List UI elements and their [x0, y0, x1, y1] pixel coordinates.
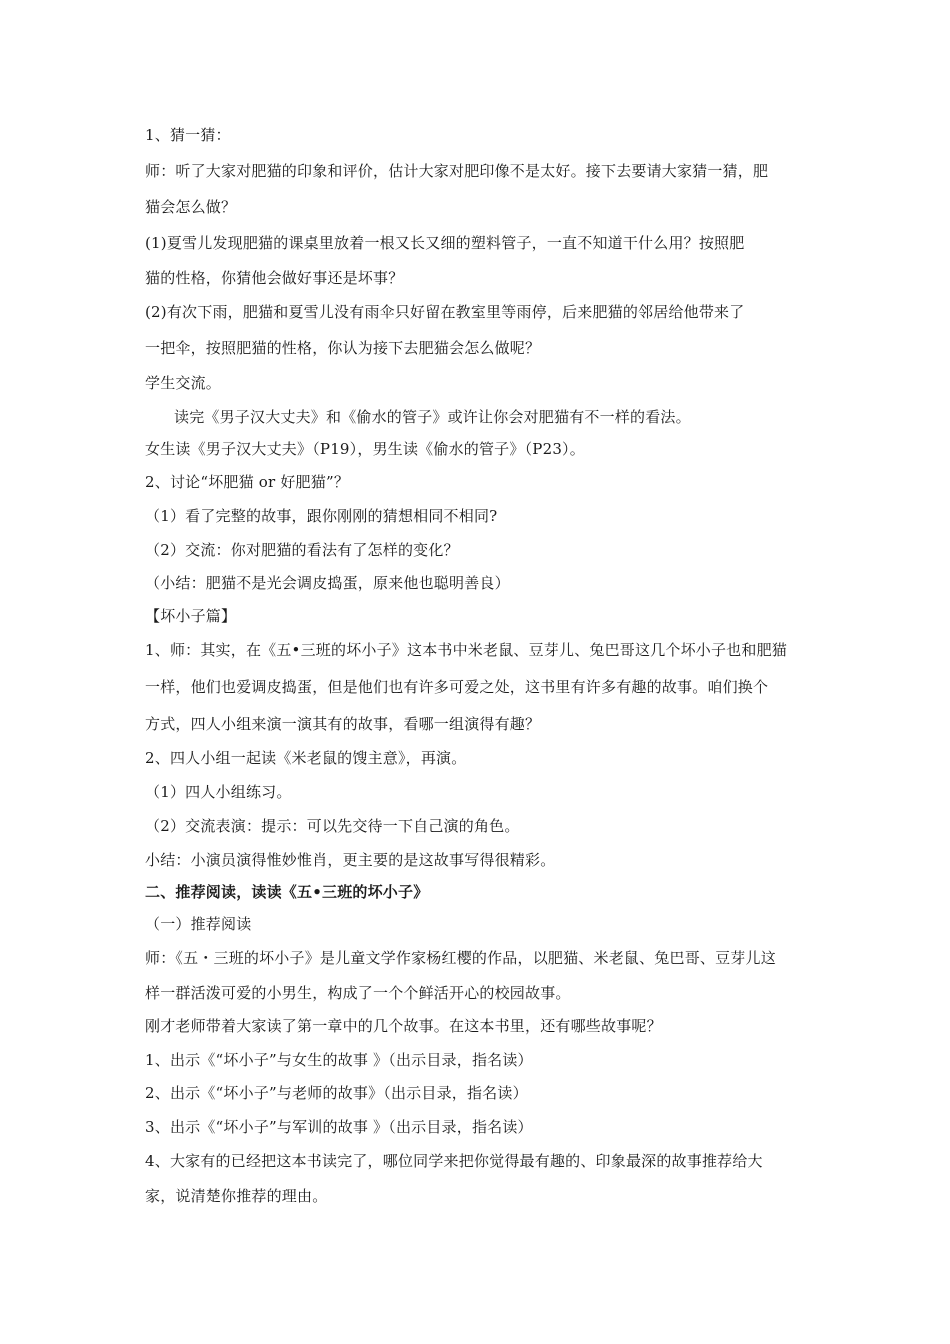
question-1-line-2: 猫的性格，你猜他会做好事还是坏事？ — [145, 269, 404, 287]
question-1-line-1: (1)夏雪儿发现肥猫的课桌里放着一根又长又细的塑料管子，一直不知道干什么用？按照肥 — [145, 234, 745, 252]
show-girls-stories: 1、出示《“坏小子”与女生的故事 》（出示目录，指名读） — [145, 1051, 533, 1069]
recommend-task-line-1: 4、大家有的已经把这本书读完了，哪位同学来把你觉得最有趣的、印象最深的故事推荐给大 — [145, 1152, 763, 1170]
student-discussion: 学生交流。 — [145, 374, 222, 392]
recommend-task-line-2: 家，说清楚你推荐的理由。 — [145, 1187, 328, 1205]
section-recommend-heading: 二、推荐阅读，读读《五•三班的坏小子》 — [145, 883, 429, 901]
question-2-line-1: (2)有次下雨，肥猫和夏雪儿没有雨伞只好留在教室里等雨停，后来肥猫的邻居给他带来了 — [145, 303, 745, 321]
book-intro-line-1: 师：《五・三班的坏小子》是儿童文学作家杨红樱的作品，以肥猫、米老鼠、兔巴哥、豆芽儿这 — [145, 949, 776, 967]
recommend-subheading: （一）推荐阅读 — [145, 915, 252, 933]
section-bad-boys: 【坏小子篇】 — [145, 607, 237, 625]
bad-boys-para-line-2: 一样，他们也爱调皮捣蛋，但是他们也有许多可爱之处，这书里有许多有趣的故事。咱们换个 — [145, 678, 769, 696]
group-practice: （1）四人小组练习。 — [145, 783, 292, 801]
reading-assignment: 女生读《男子汉大丈夫》（P19），男生读《偷水的管子》（P23）。 — [145, 440, 585, 458]
book-intro-line-2: 样一群活泼可爱的小男生，构成了一个个鲜活开心的校园故事。 — [145, 984, 571, 1002]
group-performance: （2）交流表演：提示：可以先交待一下自己演的角色。 — [145, 817, 520, 835]
show-teacher-stories: 2、出示《“坏小子”与老师的故事》（出示目录，指名读） — [145, 1084, 528, 1102]
performance-summary: 小结：小演员演得惟妙惟肖，更主要的是这故事写得很精彩。 — [145, 851, 556, 869]
step-guess-heading: 1、猜一猜： — [145, 126, 231, 144]
group-read-step: 2、四人小组一起读《米老鼠的馊主意》，再演。 — [145, 749, 467, 767]
step-discuss-heading: 2、讨论“坏肥猫 or 好肥猫”？ — [145, 473, 350, 491]
bad-boys-para-line-3: 方式，四人小组来演一演其有的故事，看哪一组演得有趣？ — [145, 715, 541, 733]
discuss-item-1: （1）看了完整的故事，跟你刚刚的猜想相同不相同? — [145, 507, 498, 525]
teacher-intro-line-2: 猫会怎么做？ — [145, 198, 237, 216]
discuss-item-2: （2）交流：你对肥猫的看法有了怎样的变化？ — [145, 541, 459, 559]
teacher-intro-line-1: 师：听了大家对肥猫的印象和评价，估计大家对肥印像不是太好。接下去要请大家猜一猜，肥 — [145, 162, 769, 180]
discuss-summary: （小结：肥猫不是光会调皮捣蛋，原来他也聪明善良） — [145, 574, 510, 592]
question-2-line-2: 一把伞，按照肥猫的性格，你认为接下去肥猫会怎么做呢？ — [145, 339, 541, 357]
chapter-read-note: 刚才老师带着大家读了第一章中的几个故事。在这本书里，还有哪些故事呢？ — [145, 1017, 662, 1035]
bad-boys-para-line-1: 1、师：其实，在《五•三班的坏小子》这本书中米老鼠、豆芽儿、兔巴哥这几个坏小子也和肥猫 — [145, 641, 787, 659]
show-military-stories: 3、出示《“坏小子”与军训的故事 》（出示目录，指名读） — [145, 1118, 533, 1136]
reading-prompt: 读完《男子汉大丈夫》和《偷水的管子》或许让你会对肥猫有不一样的看法。 — [174, 408, 691, 426]
